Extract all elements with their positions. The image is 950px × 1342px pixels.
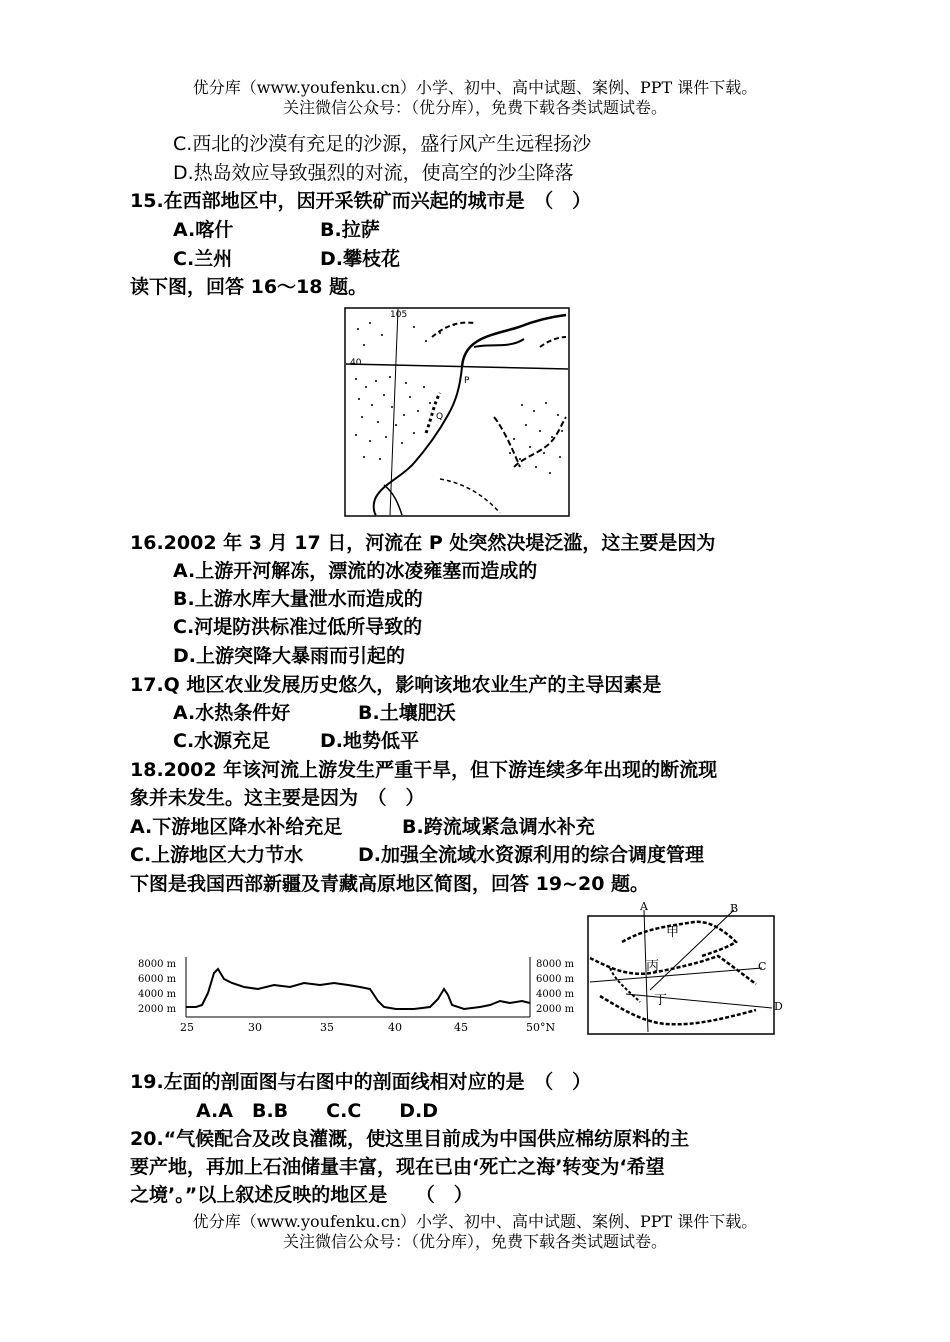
label-ding: 丁 [654, 993, 668, 1008]
q19-stem: 19.左面的剖面图与右图中的剖面线相对应的是 （ ） [130, 1071, 592, 1093]
q18-option-a: A.下游地区降水补给充足 [130, 816, 343, 838]
label-q: Q [436, 412, 444, 422]
x-tick-35: 35 [320, 1021, 334, 1034]
y-tick-2000-left: 2000 m [138, 1004, 177, 1015]
y-axis-left-labels [138, 959, 177, 1015]
q18-option-d: D.加强全流域水资源利用的综合调度管理 [358, 844, 704, 866]
x-tick-45: 45 [454, 1021, 468, 1034]
q16-option-a: A.上游开河解冻，漂流的冰凌雍塞而造成的 [173, 560, 538, 582]
map-border [345, 308, 569, 516]
q16-stem: 16.2002 年 3 月 17 日，河流在 P 处突然决堤泛滥，这主要是因为 [130, 532, 716, 554]
label-p: P [464, 376, 470, 386]
y-tick-8000-left: 8000 m [138, 959, 177, 970]
river-map-figure [344, 307, 570, 517]
y-tick-4000-left: 4000 m [138, 989, 177, 1000]
y-tick-8000-right: 8000 m [536, 959, 575, 970]
q19-options: A.A B.B C.C D.D [196, 1100, 439, 1122]
y-axis-right-labels [536, 959, 575, 1015]
xinjiang-tibet-map-figure [586, 898, 786, 1038]
label-105: 105 [390, 310, 408, 320]
q15-option-d: D.攀枝花 [320, 248, 400, 270]
x-tick-30: 30 [248, 1021, 262, 1034]
label-40: 40 [350, 358, 362, 368]
q18-stem-1: 18.2002 年该河流上游发生严重干旱，但下游连续多年出现的断流现 [130, 759, 718, 781]
header-line-1: 优分库（www.youfenku.cn）小学、初中、高中试题、案例、PPT 课件下载。 [192, 78, 758, 97]
q14-option-d: D.热岛效应导致强烈的对流，使高空的沙尘降落 [173, 162, 574, 184]
label-c: C [758, 960, 767, 973]
y-tick-2000-right: 2000 m [536, 1004, 575, 1015]
label-jia: 甲 [666, 925, 680, 940]
footer-line-2: 关注微信公众号：（优分库），免费下载各类试题试卷。 [282, 1232, 667, 1251]
header-line-2: 关注微信公众号：（优分库），免费下载各类试题试卷。 [282, 98, 667, 117]
y-tick-6000-right: 6000 m [536, 974, 575, 985]
intro-16-18: 读下图，回答 16～18 题。 [130, 276, 368, 298]
q17-stem: 17.Q 地区农业发展历史悠久，影响该地农业生产的主导因素是 [130, 674, 662, 696]
q17-option-c: C.水源充足 [173, 730, 271, 752]
y-tick-6000-left: 6000 m [138, 974, 177, 985]
q15-option-b: B.拉萨 [320, 219, 380, 241]
q17-option-a: A.水热条件好 [173, 702, 291, 724]
x-tick-40: 40 [388, 1021, 402, 1034]
q14-option-c: C.西北的沙漠有充足的沙源，盛行风产生远程扬沙 [173, 133, 592, 155]
footer-line-1: 优分库（www.youfenku.cn）小学、初中、高中试题、案例、PPT 课件下载。 [192, 1212, 758, 1231]
q20-stem-1: 20.“气候配合及改良灌溉，使这里目前成为中国供应棉纺原料的主 [130, 1128, 690, 1150]
label-b: B [730, 902, 739, 915]
q17-option-d: D.地势低平 [320, 730, 419, 752]
y-tick-4000-right: 4000 m [536, 989, 575, 1000]
q18-option-c: C.上游地区大力节水 [130, 844, 304, 866]
q15-option-a: A.喀什 [173, 219, 234, 241]
q20-stem-3: 之境’。”以上叙述反映的地区是 （ ） [130, 1184, 473, 1206]
q17-option-b: B.土壤肥沃 [358, 702, 456, 724]
x-tick-25: 25 [180, 1021, 194, 1034]
q16-option-b: B.上游水库大量泄水而造成的 [173, 588, 423, 610]
x-tick-50n: 50°N [526, 1021, 556, 1034]
q16-option-c: C.河堤防洪标准过低所导致的 [173, 616, 423, 638]
label-d: D [774, 1000, 783, 1013]
label-a: A [640, 900, 648, 913]
label-bing: 丙 [646, 959, 660, 974]
intro-19-20: 下图是我国西部新疆及青藏高原地区简图，回答 19~20 题。 [130, 873, 650, 895]
q18-stem-2: 象并未发生。这主要是因为 （ ） [130, 787, 425, 809]
elevation-profile-figure [134, 945, 582, 1035]
x-axis-labels [180, 1021, 555, 1034]
q15-stem: 15.在西部地区中，因开采铁矿而兴起的城市是 （ ） [130, 190, 592, 212]
q18-option-b: B.跨流域紧急调水补充 [402, 816, 595, 838]
q15-option-c: C.兰州 [173, 248, 233, 270]
profile-line [186, 969, 530, 1009]
q16-option-d: D.上游突降大暴雨而引起的 [173, 645, 405, 667]
q20-stem-2: 要产地，再加上石油储量丰富，现在已由‘死亡之海’转变为‘希望 [130, 1156, 665, 1178]
